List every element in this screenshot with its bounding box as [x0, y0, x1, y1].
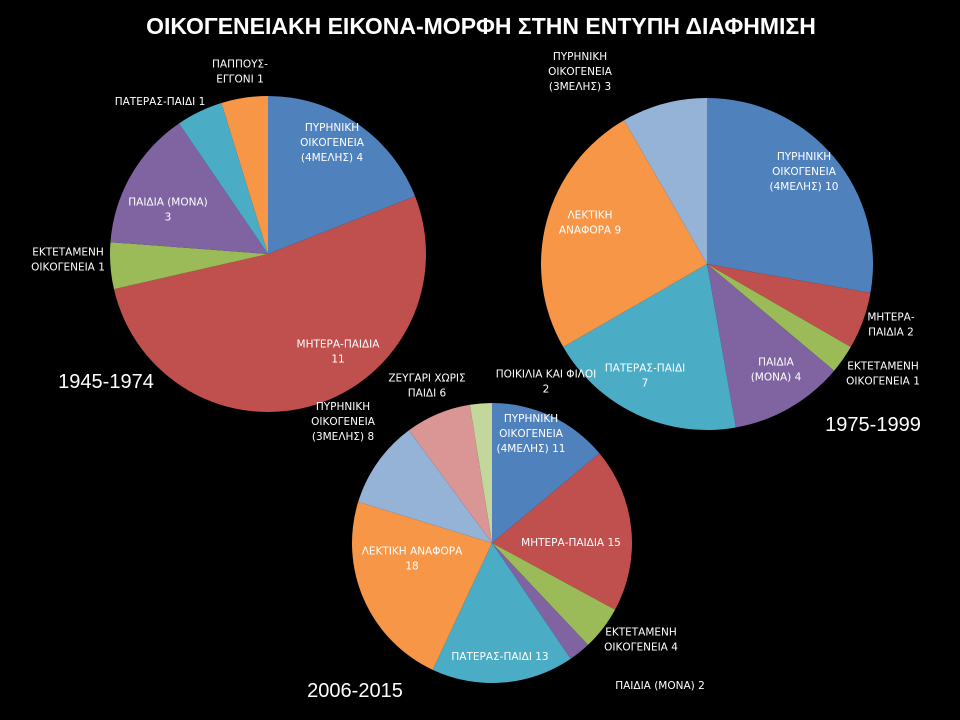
- p1945-label-5: ΠΑΠΠΟΥΣ-ΕΓΓΟΝΙ 1: [212, 58, 268, 86]
- p1945-label-1: ΜΗΤΕΡΑ-ΠΑΙΔΙΑ 11: [296, 338, 380, 366]
- pie-2006-2015: [307, 369, 705, 703]
- p1975-label-5: ΛΕΚΤΙΚΗ ΑΝΑΦΟΡΑ 9: [558, 209, 622, 237]
- p1975-label-0: ΠΥΡΗΝΙΚΗ ΟΙΚΟΓΕΝΕΙΑ (4ΜΕΛΗΣ) 10: [769, 151, 839, 193]
- pie-1975-1999: [541, 51, 921, 436]
- p2006-label-4: ΠΑΤΕΡΑΣ-ΠΑΙΔΙ 13: [451, 651, 549, 663]
- p1975-slice-0: [707, 98, 873, 293]
- p1975-label-6: ΠΥΡΗΝΙΚΗ ΟΙΚΟΓΕΝΕΙΑ (3ΜΕΛΗΣ) 3: [548, 51, 612, 93]
- p1945-label-3: ΠΑΙΔΙΑ (ΜΟΝΑ) 3: [128, 196, 208, 224]
- p1945-label-4: ΠΑΤΕΡΑΣ-ΠΑΙΔΙ 1: [114, 96, 206, 108]
- p2006-label-2: ΕΚΤΕΤΑΜΕΝΗ ΟΙΚΟΓΕΝΕΙΑ 4: [604, 626, 678, 654]
- p2006-label-5: ΛΕΚΤΙΚΗ ΑΝΑΦΟΡΑ 18: [361, 545, 463, 573]
- p2006-label-7: ΖΕΥΓΑΡΙ ΧΩΡΙΣ ΠΑΙΔΙ 6: [388, 372, 466, 400]
- p1945-label-2: ΕΚΤΕΤΑΜΕΝΗ ΟΙΚΟΓΕΝΕΙΑ 1: [31, 246, 105, 274]
- pie-1945-1974: [31, 59, 426, 412]
- p2006-label-3: ΠΑΙΔΙΑ (ΜΟΝΑ) 2: [615, 680, 705, 692]
- p2006-label-0: ΠΥΡΗΝΙΚΗ ΟΙΚΟΓΕΝΕΙΑ (4ΜΕΛΗΣ) 11: [496, 413, 566, 455]
- p1975-label-4: ΠΑΤΕΡΑΣ-ΠΑΙΔΙ 7: [604, 362, 686, 390]
- p2006-label-8: ΠΟΙΚΙΛΙΑ ΚΑΙ ΦΙΛΟΙ 2: [495, 368, 597, 396]
- p1975-label-3: ΠΑΙΔΙΑ (ΜΟΝΑ) 4: [750, 356, 802, 384]
- p1945-period-label: 1945-1974: [58, 371, 154, 393]
- p2006-period-label: 2006-2015: [307, 680, 403, 702]
- p2006-label-1: ΜΗΤΕΡΑ-ΠΑΙΔΙΑ 15: [521, 537, 621, 549]
- p1975-label-1: ΜΗΤΕΡΑ-ΠΑΙΔΙΑ 2: [867, 311, 915, 339]
- chart-title: ΟΙΚΟΓΕΝΕΙΑΚΗ ΕΙΚΟΝΑ-ΜΟΡΦΗ ΣΤΗΝ ΕΝΤΥΠΗ ΔΙΑΦΗΜΙΣΗ: [146, 13, 816, 39]
- p1975-period-label: 1975-1999: [825, 414, 921, 436]
- p1945-label-0: ΠΥΡΗΝΙΚΗ ΟΙΚΟΓΕΝΕΙΑ (4ΜΕΛΗΣ) 4: [300, 122, 364, 164]
- p1975-label-2: ΕΚΤΕΤΑΜΕΝΗ ΟΙΚΟΓΕΝΕΙΑ 1: [846, 360, 920, 388]
- p2006-label-6: ΠΥΡΗΝΙΚΗ ΟΙΚΟΓΕΝΕΙΑ (3ΜΕΛΗΣ) 8: [311, 401, 375, 443]
